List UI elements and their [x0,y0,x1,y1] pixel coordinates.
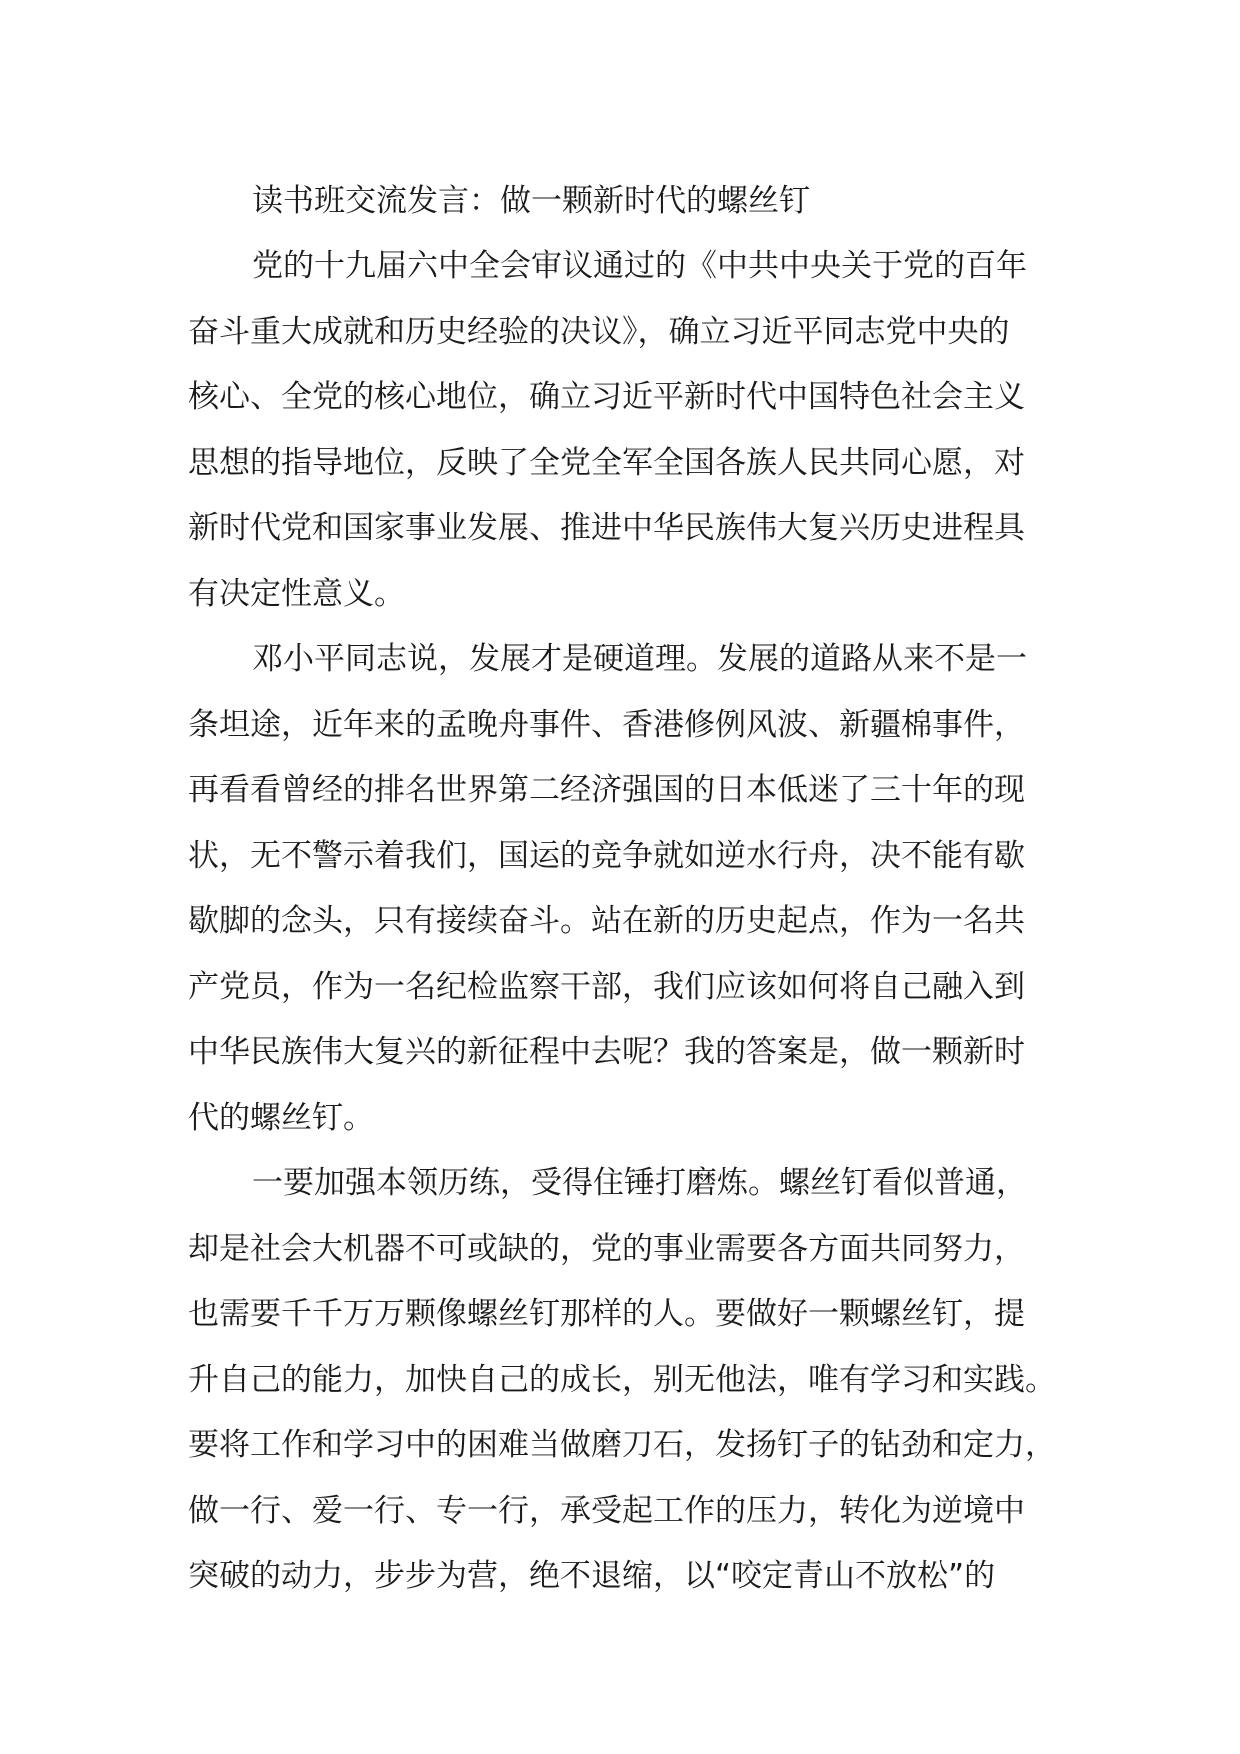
paragraph-line: 产党员，作为一名纪检监察干部，我们应该如何将自己融入到 [188,968,1025,1005]
paragraph-line: 条坦途，近年来的孟晚舟事件、香港修例风波、新疆棉事件， [188,706,1025,743]
paragraph-line: 也需要千千万万颗像螺丝钉那样的人。要做好一颗螺丝钉，提 [188,1296,1025,1332]
paragraph-line: 新时代党和国家事业发展、推进中华民族伟大复兴历史进程具 [188,510,1025,546]
paragraph-line: 代的螺丝钉。 [188,1099,374,1136]
paragraph-line: 做一行、爱一行、专一行，承受起工作的压力，转化为逆境中 [188,1492,1025,1529]
paragraph-3 [188,1151,1088,1610]
paragraph-line: 突破的动力，步步为营，绝不退缩，以“咬定青山不放松”的 [188,1558,996,1594]
paragraph-line: 却是社会大机器不可或缺的，党的事业需要各方面共同努力， [188,1230,1025,1267]
paragraph-line: 奋斗重大成就和历史经验的决议》，确立习近平同志党中央的 [188,313,1010,350]
paragraph-line: 歇脚的念头，只有接续奋斗。站在新的历史起点，作为一名共 [188,903,1025,939]
paragraph-line: 一要加强本领历练，受得住锤打磨炼。螺丝钉看似普通， [252,1165,1027,1201]
document-body [188,168,1088,1610]
paragraph-line: 状，无不警示着我们，国运的竞争就如逆水行舟，决不能有歇 [188,837,1025,874]
paragraph-line: 有决定性意义。 [188,575,405,612]
paragraph-line: 思想的指导地位，反映了全党全军全国各族人民共同心愿，对 [188,444,1025,481]
paragraph-line: 邓小平同志说，发展才是硬道理。发展的道路从来不是一 [252,641,1027,677]
document-title: 读书班交流发言：做一颗新时代的螺丝钉 [252,183,810,219]
paragraph-line: 核心、全党的核心地位，确立习近平新时代中国特色社会主义 [188,379,1025,415]
paragraph-line: 再看看曾经的排名世界第二经济强国的日本低迷了三十年的现 [188,772,1025,808]
paragraph-1 [188,234,1088,627]
paragraph-2 [188,627,1088,1151]
paragraph-line: 党的十九届六中全会审议通过的《中共中央关于党的百年 [252,248,1027,284]
paragraph-line: 要将工作和学习中的困难当做磨刀石，发扬钉子的钻劲和定力， [188,1427,1056,1463]
paragraph-line: 中华民族伟大复兴的新征程中去呢？我的答案是，做一颗新时 [188,1034,1025,1070]
paragraph-line: 升自己的能力，加快自己的成长，别无他法，唯有学习和实践。 [188,1361,1056,1398]
